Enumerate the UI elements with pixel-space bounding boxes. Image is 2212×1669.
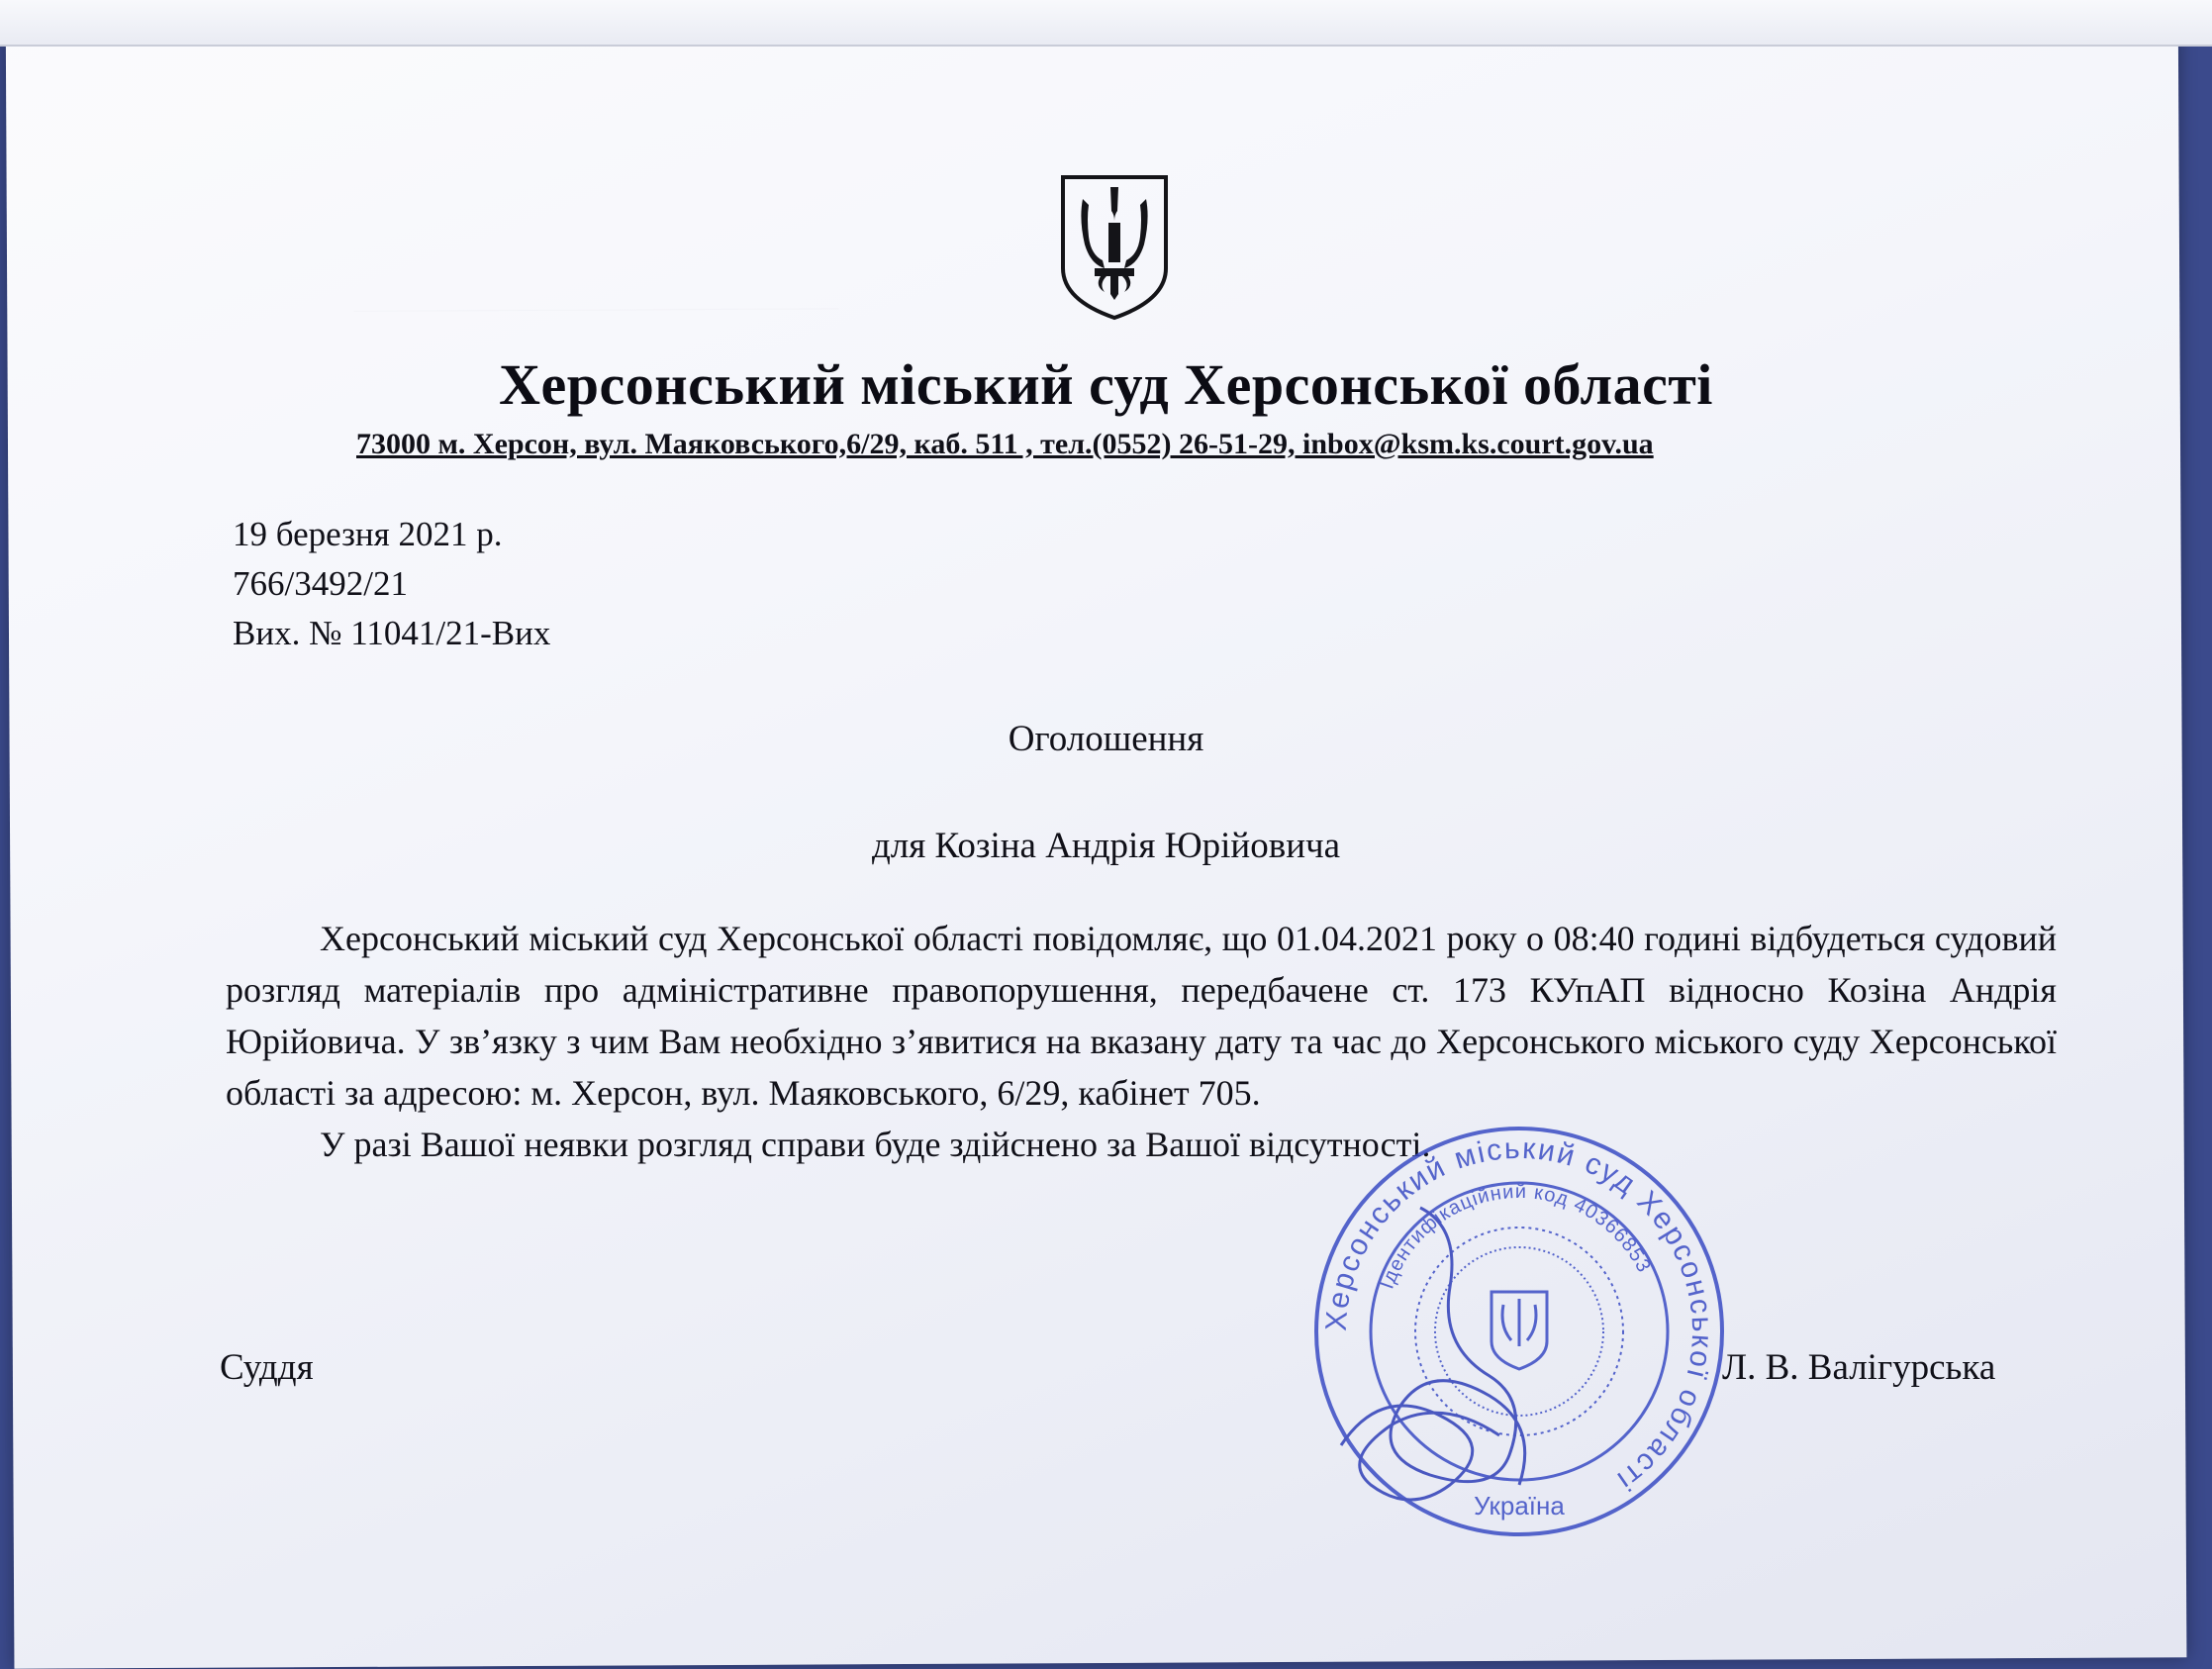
stamp-ring-text: Херсонський міський суд Херсонської області bbox=[1319, 1131, 1719, 1498]
notice-title: Оголошення bbox=[1008, 719, 1204, 759]
case-number: 766/3492/21 bbox=[233, 564, 408, 603]
document-date: 19 березня 2021 р. bbox=[233, 515, 503, 553]
coat-of-arms-icon bbox=[1059, 173, 1170, 322]
court-seal-stamp bbox=[1301, 1119, 1737, 1544]
court-title: Херсонський міський суд Херсонської області bbox=[499, 352, 1713, 417]
outgoing-number: Вих. № 11041/21-Вих bbox=[233, 614, 551, 652]
notice-paragraph: У разі Вашої неявки розгляд справи буде здійснено за Вашої відсутності. bbox=[320, 1125, 1431, 1164]
stamp-trident-icon bbox=[1491, 1292, 1547, 1369]
notice-recipient: для Козіна Андрія Юрійовича bbox=[871, 826, 1341, 866]
court-address: 73000 м. Херсон, вул. Маяковського,6/29, каб. 511 , тел.(0552) 26-51-29, inbox@ksm.ks.court.gov.ua bbox=[356, 428, 1654, 460]
notice-body bbox=[226, 913, 2057, 1170]
judge-role: Суддя bbox=[220, 1347, 314, 1388]
stamp-bottom-text: Україна bbox=[1474, 1491, 1565, 1521]
judge-name: Л. В. Валігурська bbox=[1722, 1347, 1996, 1388]
page-top-edge bbox=[0, 0, 2212, 47]
stamp-code-text: Ідентифікаційний код 40366853 bbox=[1376, 1180, 1656, 1292]
notice-paragraph: Херсонський міський суд Херсонської області повідомляє, що 01.04.2021 року о 08:40 годині відбудеться судовий розгляд матеріалів про адміністративне правопорушення, передбачене ст. 173 КУпАП відносно Козіна Андрія Юрійовича. У зв’язку з чим Вам необхідно з’явитися на вказану дату та час до Херсонського міського суду Херсонської області за адресою: м. Херсон, вул. Маяковського, 6/29, кабінет 705. bbox=[226, 919, 2057, 1113]
document-meta bbox=[233, 510, 550, 658]
